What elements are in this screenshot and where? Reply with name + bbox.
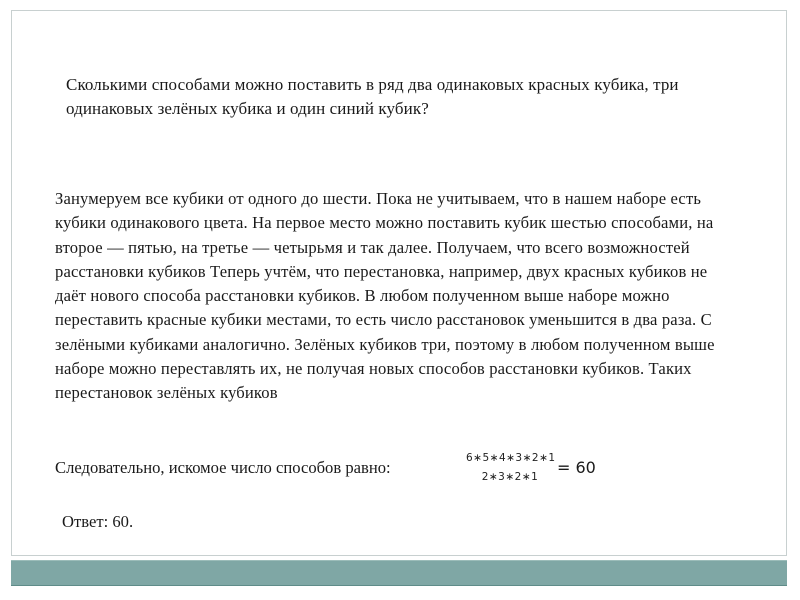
conclusion [55,452,615,492]
answer-text: Ответ: 60. [62,512,134,531]
question-text: Сколькими способами можно поставить в ряд два одинаковых красных кубика, три одинаковых зелёных кубика и один синий кубик? [66,75,679,118]
solution-text: Занумеруем все кубики от одного до шести. Пока не учитываем, что в нашем наборе есть кубики одинакового цвета. На первое место можно поставить кубик шестью способами, на второе — пятью, на третье — четырьмя и так далее. Получаем, что всего возможностей расстановки кубиков Теперь учтём, что перестановка, например, двух красных кубиков не даёт нового способа расстановки кубиков. В любом полученном выше наборе можно переставить красные кубики местами, то есть число расстановок уменьшится в два раза. С зелёными кубиками аналогично. Зелёных кубиков три, поэтому в любом полученном выше наборе можно переставлять их, не получая новых способов расстановки кубиков. Таких перестановок зелёных кубиков [55,189,715,403]
formula-result: = 60 [557,458,596,477]
conclusion-text: Следовательно, искомое число способов равно: [55,458,391,477]
footer-bar [11,560,787,586]
formula-denominator: 2∗3∗2∗1 [481,471,539,483]
formula-numerator: 6∗5∗4∗3∗2∗1 [466,452,556,464]
formula-fraction [466,452,554,488]
